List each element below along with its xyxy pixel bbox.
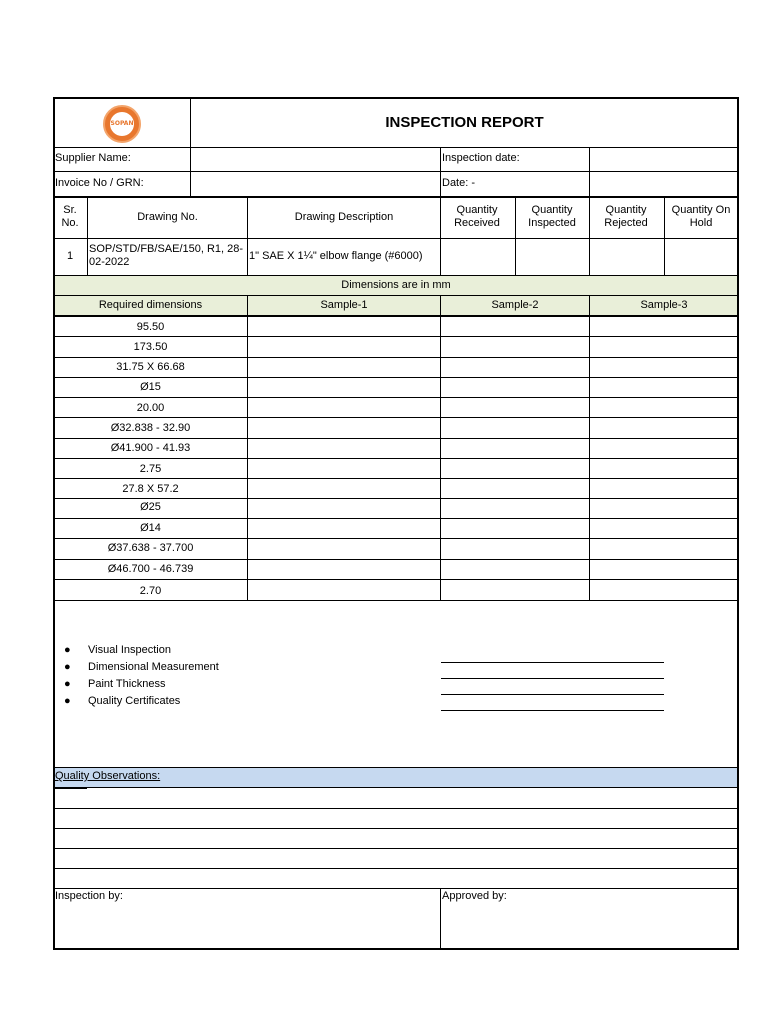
dimension-row-line xyxy=(54,600,738,601)
check-item-dimensional-measurement: ● Dimensional Measurement xyxy=(64,661,219,673)
item-drawing-description: 1" SAE X 1¼" elbow flange (#6000) xyxy=(249,250,423,262)
col-quantity-rejected: Quantity Rejected xyxy=(604,204,648,229)
header-sample-2: Sample-2 xyxy=(491,299,539,311)
company-logo: SOPAN xyxy=(103,105,141,143)
quality-observations-label: Quality Observations: xyxy=(55,770,161,782)
required-dimension: Ø32.838 - 32.90 xyxy=(110,422,191,434)
required-dimension: Ø41.900 - 41.93 xyxy=(110,442,191,454)
dimension-row-line xyxy=(54,357,738,358)
dimensions-unit-note: Dimensions are in mm xyxy=(341,279,451,291)
required-dimension: 20.00 xyxy=(136,402,165,414)
dimension-row-line xyxy=(54,498,738,499)
dimension-row-line xyxy=(54,478,738,479)
required-dimension: 2.70 xyxy=(139,585,162,597)
header-required-dimensions: Required dimensions xyxy=(98,299,203,311)
check-line xyxy=(441,678,664,679)
check-line xyxy=(441,662,664,663)
col-sr-no: Sr. No. xyxy=(61,204,79,229)
dimension-row-line xyxy=(54,518,738,519)
required-dimension: 31.75 X 66.68 xyxy=(116,361,185,373)
required-dimension: Ø37.638 - 37.700 xyxy=(107,542,194,554)
required-dimension: Ø46.700 - 46.739 xyxy=(107,563,194,575)
date-label: Date: - xyxy=(442,177,476,189)
required-dimension: 173.50 xyxy=(133,341,168,353)
invoice-grn-label: Invoice No / GRN: xyxy=(55,177,144,189)
observations-underline xyxy=(54,788,87,789)
col-drawing-description: Drawing Description xyxy=(294,211,394,223)
item-sr-no: 1 xyxy=(66,250,74,262)
check-item-paint-thickness: ● Paint Thickness xyxy=(64,678,166,690)
col-quantity-received: Quantity Received xyxy=(454,204,500,229)
header-sample-1: Sample-1 xyxy=(320,299,368,311)
check-line xyxy=(441,710,664,711)
dimension-row-line xyxy=(54,538,738,539)
check-line xyxy=(441,694,664,695)
item-drawing-no: SOP/STD/FB/SAE/150, R1, 28-02-2022 xyxy=(89,243,244,268)
report-title: INSPECTION REPORT xyxy=(385,114,544,131)
check-item-visual-inspection: ● Visual Inspection xyxy=(64,644,171,656)
approved-by-label: Approved by: xyxy=(442,890,507,902)
supplier-name-label: Supplier Name: xyxy=(55,152,131,164)
col-quantity-on-hold: Quantity On Hold xyxy=(671,204,731,229)
dimension-row-line xyxy=(54,397,738,398)
dimension-row-line xyxy=(54,417,738,418)
dimension-row-line xyxy=(54,438,738,439)
required-dimension: 27.8 X 57.2 xyxy=(122,483,179,495)
dimension-row-line xyxy=(54,336,738,337)
required-dimension: Ø15 xyxy=(140,381,161,393)
col-drawing-no: Drawing No. xyxy=(137,211,198,223)
check-item-quality-certificates: ● Quality Certificates xyxy=(64,695,181,707)
dimension-row-line xyxy=(54,458,738,459)
col-quantity-inspected: Quantity Inspected xyxy=(528,204,576,229)
dimension-row-line xyxy=(54,579,738,580)
required-dimension: Ø25 xyxy=(140,501,161,513)
required-dimension: Ø14 xyxy=(140,522,161,534)
dimension-row-line xyxy=(54,377,738,378)
inspection-date-label: Inspection date: xyxy=(442,152,520,164)
required-dimension: 2.75 xyxy=(139,463,162,475)
required-dimension: 95.50 xyxy=(136,321,165,333)
inspection-by-label: Inspection by: xyxy=(55,890,123,902)
dimension-row-line xyxy=(54,559,738,560)
header-sample-3: Sample-3 xyxy=(640,299,688,311)
